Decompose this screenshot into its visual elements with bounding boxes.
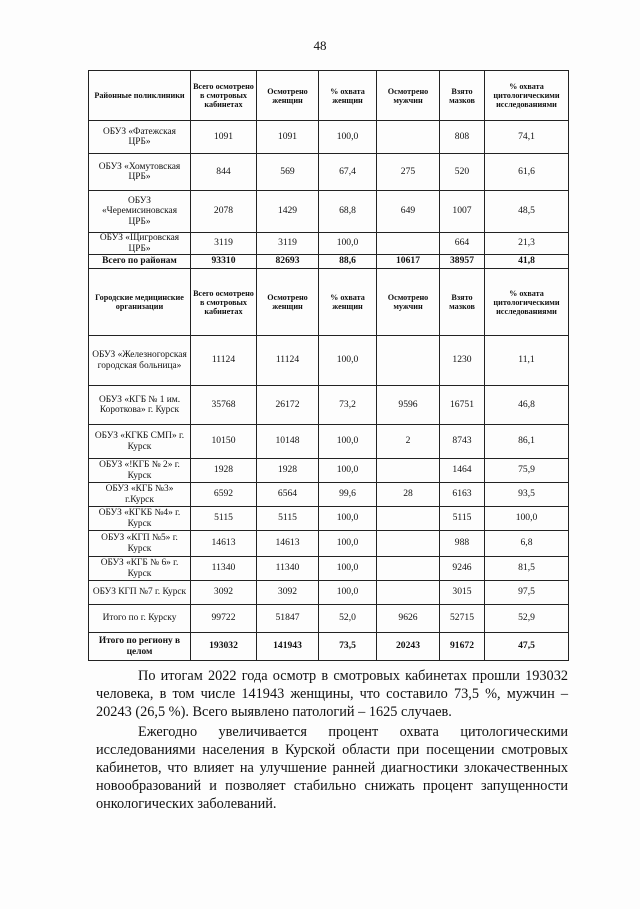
cell-cyto-pct: 86,1: [485, 425, 569, 459]
table-row: [89, 483, 569, 507]
cell-total: 14613: [191, 531, 257, 557]
organization-name: Итого по региону в целом: [89, 633, 191, 661]
cell-smears: 9246: [440, 557, 485, 581]
cell-total: 1091: [191, 121, 257, 154]
cell-total: 6592: [191, 483, 257, 507]
cell-smears: 988: [440, 531, 485, 557]
organization-name: ОБУЗ «Хомутовская ЦРБ»: [89, 154, 191, 191]
cell-women: 6564: [257, 483, 319, 507]
organization-name: ОБУЗ «КГБ № 1 им. Короткова» г. Курск: [89, 386, 191, 425]
cell-smears: 38957: [440, 255, 485, 269]
cell-smears: 1007: [440, 191, 485, 233]
table-row: [89, 531, 569, 557]
cell-women-pct: 73,5: [319, 633, 377, 661]
table-row: [89, 191, 569, 233]
organization-name: ОБУЗ «КГКБ СМП» г. Курск: [89, 425, 191, 459]
organization-name: ОБУЗ «Черемисиновская ЦРБ»: [89, 191, 191, 233]
cell-women: 11124: [257, 336, 319, 386]
district-header-row: [89, 71, 569, 121]
cell-women: 26172: [257, 386, 319, 425]
cell-men: [377, 531, 440, 557]
column-header: % охвата женщин: [319, 71, 377, 121]
cell-smears: 1230: [440, 336, 485, 386]
column-header: % охвата цитологическими исследованиями: [485, 71, 569, 121]
cell-women-pct: 52,0: [319, 605, 377, 633]
organization-name: ОБУЗ «Железногорская городская больница»: [89, 336, 191, 386]
cell-total: 11124: [191, 336, 257, 386]
cell-women-pct: 67,4: [319, 154, 377, 191]
column-header: Всего осмотрено в смотровых кабинетах: [191, 269, 257, 336]
cell-smears: 91672: [440, 633, 485, 661]
cell-women-pct: 100,0: [319, 121, 377, 154]
cell-women-pct: 100,0: [319, 507, 377, 531]
cell-men: 275: [377, 154, 440, 191]
column-header: % охвата женщин: [319, 269, 377, 336]
cell-women-pct: 100,0: [319, 557, 377, 581]
cell-men: [377, 336, 440, 386]
organization-name: Всего по районам: [89, 255, 191, 269]
cell-cyto-pct: 46,8: [485, 386, 569, 425]
table-row: [89, 425, 569, 459]
cell-men: 9626: [377, 605, 440, 633]
cell-total: 1928: [191, 459, 257, 483]
cell-smears: 1464: [440, 459, 485, 483]
cell-cyto-pct: 97,5: [485, 581, 569, 605]
cell-smears: 8743: [440, 425, 485, 459]
cell-women: 141943: [257, 633, 319, 661]
table-row: [89, 459, 569, 483]
organization-name: ОБУЗ «КГБ №3» г.Курск: [89, 483, 191, 507]
cell-women: 1928: [257, 459, 319, 483]
cell-women: 5115: [257, 507, 319, 531]
cell-cyto-pct: 6,8: [485, 531, 569, 557]
cell-total: 11340: [191, 557, 257, 581]
table-row: [89, 154, 569, 191]
cell-women-pct: 100,0: [319, 581, 377, 605]
organization-name: ОБУЗ «!КГБ № 2» г. Курск: [89, 459, 191, 483]
column-header: Взято мазков: [440, 269, 485, 336]
cell-total: 35768: [191, 386, 257, 425]
paragraph-summary: По итогам 2022 года осмотр в смотровых кабинетах прошли 193032 человека, в том числе 141943 женщины, что составило 73,5 %, мужчин – 20243 (26,5 %). Всего выявлено патологий – 1625 случаев.: [96, 668, 568, 720]
cell-men: 28: [377, 483, 440, 507]
paragraph-trend: Ежегодно увеличивается процент охвата цитологическими исследованиями населения в Курской области при посещении смотровых кабинетов, что влияет на улучшение ранней диагностики злокачественных новообразований и позволяет стабильно снижать процент запущенности онкологических заболеваний.: [96, 724, 568, 812]
cell-cyto-pct: 93,5: [485, 483, 569, 507]
column-header: Взято мазков: [440, 71, 485, 121]
cell-women: 1429: [257, 191, 319, 233]
cell-cyto-pct: 48,5: [485, 191, 569, 233]
cell-smears: 5115: [440, 507, 485, 531]
cell-women: 14613: [257, 531, 319, 557]
screening-table: [88, 70, 569, 661]
table-row: [89, 233, 569, 255]
cell-women-pct: 99,6: [319, 483, 377, 507]
region-total-row: [89, 633, 569, 661]
cell-women: 3092: [257, 581, 319, 605]
cell-men: [377, 121, 440, 154]
cell-women-pct: 100,0: [319, 425, 377, 459]
cell-women-pct: 73,2: [319, 386, 377, 425]
organization-name: ОБУЗ «Фатежская ЦРБ»: [89, 121, 191, 154]
cell-smears: 520: [440, 154, 485, 191]
column-header: Всего осмотрено в смотровых кабинетах: [191, 71, 257, 121]
cell-cyto-pct: 21,3: [485, 233, 569, 255]
cell-women: 3119: [257, 233, 319, 255]
organization-name: ОБУЗ «КГБ № 6» г. Курск: [89, 557, 191, 581]
cell-total: 5115: [191, 507, 257, 531]
cell-smears: 664: [440, 233, 485, 255]
organization-name: ОБУЗ КГП №7 г. Курск: [89, 581, 191, 605]
cell-total: 3119: [191, 233, 257, 255]
cell-smears: 16751: [440, 386, 485, 425]
cell-women: 82693: [257, 255, 319, 269]
cell-men: 20243: [377, 633, 440, 661]
cell-smears: 52715: [440, 605, 485, 633]
cell-total: 844: [191, 154, 257, 191]
cell-cyto-pct: 41,8: [485, 255, 569, 269]
table-row: [89, 386, 569, 425]
cell-men: [377, 233, 440, 255]
column-header: Районные поликлиники: [89, 71, 191, 121]
cell-total: 99722: [191, 605, 257, 633]
page-number: 48: [313, 38, 327, 53]
cell-men: 2: [377, 425, 440, 459]
table-row: [89, 507, 569, 531]
city-header-row: [89, 269, 569, 336]
cell-women-pct: 100,0: [319, 233, 377, 255]
table-row: [89, 121, 569, 154]
cell-men: [377, 557, 440, 581]
cell-cyto-pct: 52,9: [485, 605, 569, 633]
cell-women-pct: 68,8: [319, 191, 377, 233]
cell-total: 2078: [191, 191, 257, 233]
cell-total: 3092: [191, 581, 257, 605]
cell-women-pct: 100,0: [319, 459, 377, 483]
column-header: % охвата цитологическими исследованиями: [485, 269, 569, 336]
cell-women-pct: 88,6: [319, 255, 377, 269]
column-header: Осмотрено женщин: [257, 269, 319, 336]
cell-smears: 808: [440, 121, 485, 154]
cell-total: 193032: [191, 633, 257, 661]
cell-men: [377, 459, 440, 483]
cell-cyto-pct: 100,0: [485, 507, 569, 531]
column-header: Осмотрено мужчин: [377, 269, 440, 336]
cell-cyto-pct: 47,5: [485, 633, 569, 661]
cell-smears: 3015: [440, 581, 485, 605]
cell-women: 1091: [257, 121, 319, 154]
cell-women: 51847: [257, 605, 319, 633]
cell-men: 649: [377, 191, 440, 233]
cell-cyto-pct: 75,9: [485, 459, 569, 483]
organization-name: ОБУЗ «Щигровская ЦРБ»: [89, 233, 191, 255]
cell-cyto-pct: 61,6: [485, 154, 569, 191]
cell-cyto-pct: 81,5: [485, 557, 569, 581]
cell-women: 569: [257, 154, 319, 191]
table-row: [89, 581, 569, 605]
organization-name: ОБУЗ «КГКБ №4» г. Курск: [89, 507, 191, 531]
column-header: Осмотрено женщин: [257, 71, 319, 121]
cell-women: 10148: [257, 425, 319, 459]
column-header: Осмотрено мужчин: [377, 71, 440, 121]
cell-total: 10150: [191, 425, 257, 459]
table-row: [89, 557, 569, 581]
table-row: [89, 336, 569, 386]
cell-women-pct: 100,0: [319, 336, 377, 386]
cell-men: [377, 507, 440, 531]
cell-men: 9596: [377, 386, 440, 425]
cell-cyto-pct: 74,1: [485, 121, 569, 154]
table-row: [89, 605, 569, 633]
cell-women-pct: 100,0: [319, 531, 377, 557]
district-total-row: [89, 255, 569, 269]
organization-name: Итого по г. Курску: [89, 605, 191, 633]
cell-smears: 6163: [440, 483, 485, 507]
cell-total: 93310: [191, 255, 257, 269]
cell-cyto-pct: 11,1: [485, 336, 569, 386]
cell-women: 11340: [257, 557, 319, 581]
organization-name: ОБУЗ «КГП №5» г. Курск: [89, 531, 191, 557]
cell-men: 10617: [377, 255, 440, 269]
column-header: Городские медицинские организации: [89, 269, 191, 336]
cell-men: [377, 581, 440, 605]
